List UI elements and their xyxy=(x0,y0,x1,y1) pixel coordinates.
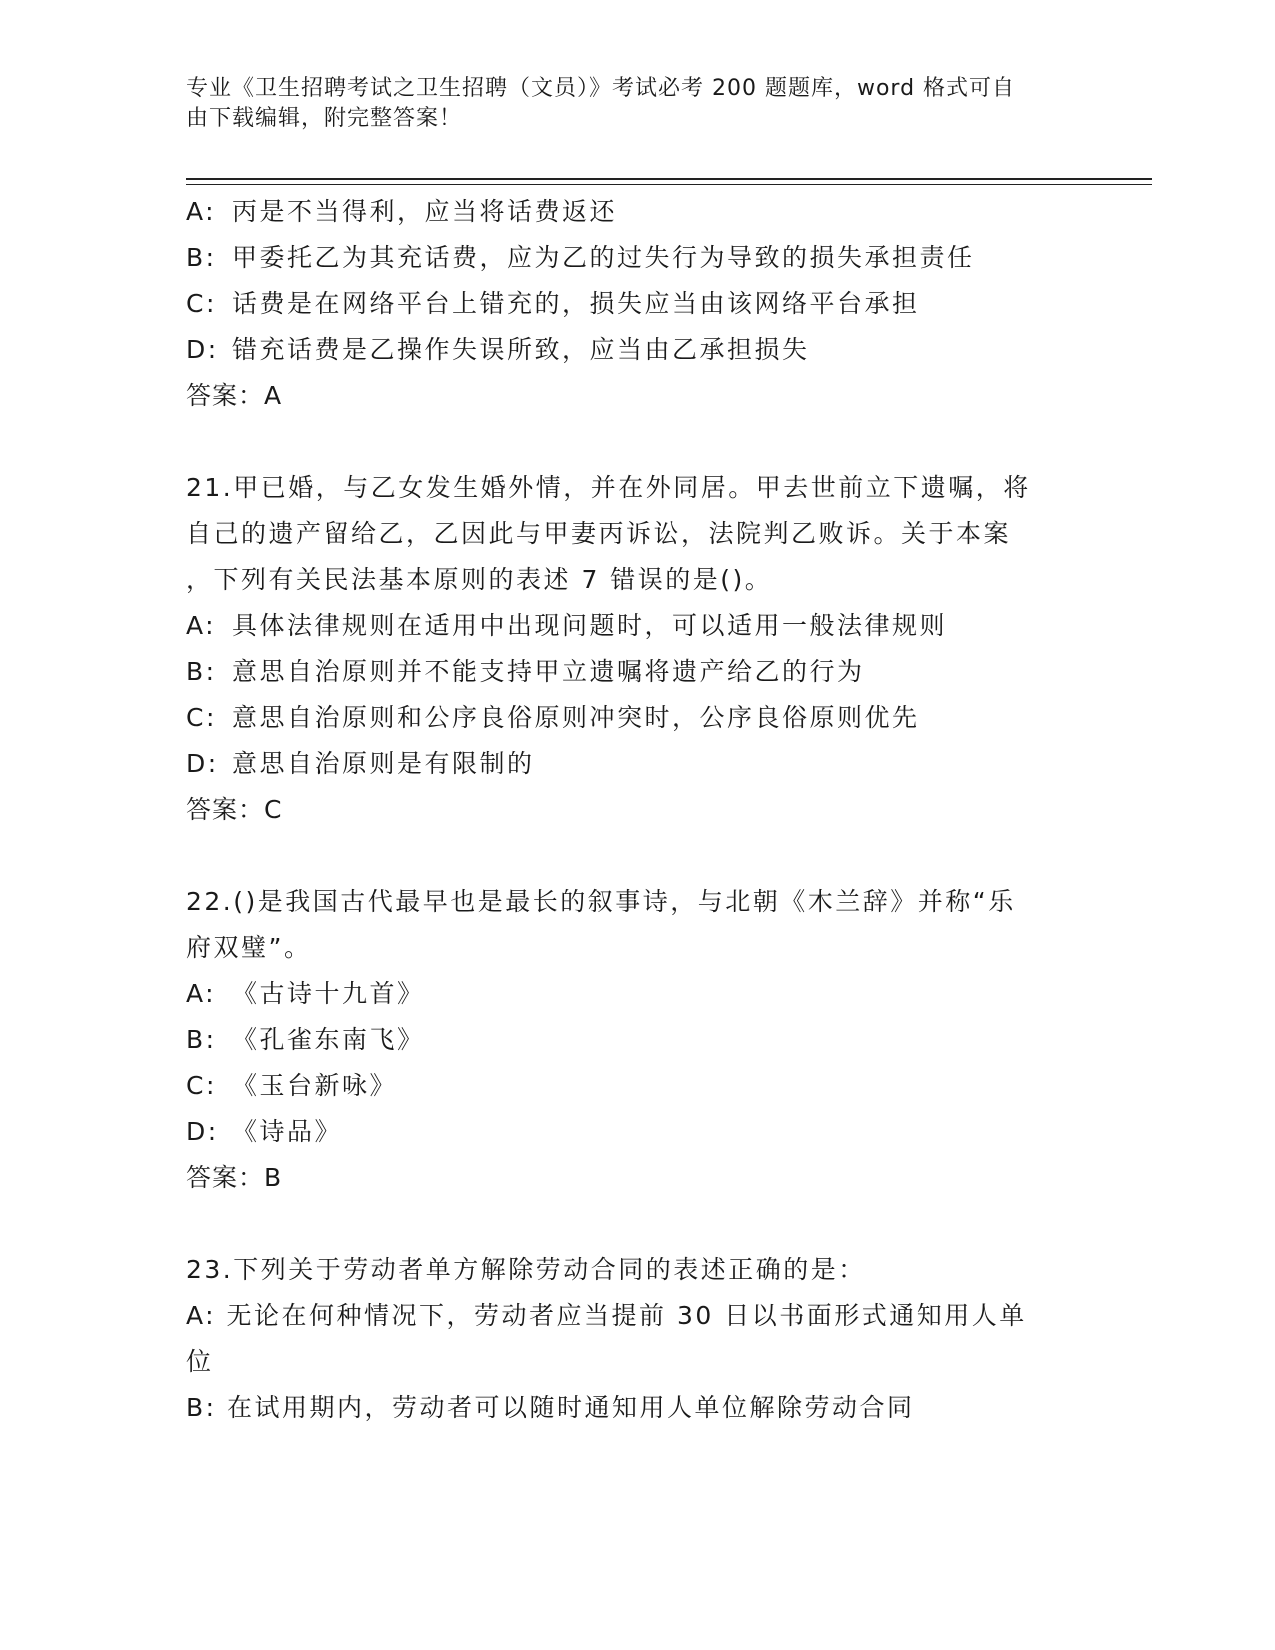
question-stem: 22.()是我国古代最早也是最长的叙事诗，与北朝《木兰辞》并称“乐 xyxy=(186,887,1016,916)
question-20 xyxy=(186,189,1086,419)
question-stem: 自己的遗产留给乙，乙因此与甲妻丙诉讼，法院判乙败诉。关于本案 xyxy=(186,519,1012,548)
question-23 xyxy=(186,1247,1086,1431)
option-b: B: 甲委托乙为其充话费，应为乙的过失行为导致的损失承担责任 xyxy=(186,243,975,272)
option-c: C: 意思自治原则和公序良俗原则冲突时，公序良俗原则优先 xyxy=(186,703,920,732)
option-b: B: 意思自治原则并不能支持甲立遗嘱将遗产给乙的行为 xyxy=(186,657,865,686)
header-divider-thick xyxy=(186,178,1152,180)
question-list xyxy=(186,189,1086,1431)
question-22 xyxy=(186,879,1086,1201)
option-a: A: 具体法律规则在适用中出现问题时，可以适用一般法律规则 xyxy=(186,611,948,640)
answer-line: 答案：C xyxy=(186,795,283,824)
question-stem: 23.下列关于劳动者单方解除劳动合同的表述正确的是： xyxy=(186,1255,866,1284)
option-c: C: 《玉台新咏》 xyxy=(186,1071,398,1100)
option-a: A: 无论在何种情况下，劳动者应当提前 30 日以书面形式通知用人单 xyxy=(186,1301,1027,1330)
header-line-2: 由下载编辑，附完整答案！ xyxy=(186,106,463,131)
question-stem: ，下列有关民法基本原则的表述 7 错误的是()。 xyxy=(186,565,773,594)
option-d: D: 《诗品》 xyxy=(186,1117,343,1146)
option-b: B: 《孔雀东南飞》 xyxy=(186,1025,425,1054)
option-a: A: 《古诗十九首》 xyxy=(186,979,425,1008)
document-header xyxy=(186,74,1066,134)
question-stem: 21.甲已婚，与乙女发生婚外情，并在外同居。甲去世前立下遗嘱，将 xyxy=(186,473,1031,502)
option-d: D: 意思自治原则是有限制的 xyxy=(186,749,535,778)
spacer xyxy=(186,1201,1086,1247)
option-c: C: 话费是在网络平台上错充的，损失应当由该网络平台承担 xyxy=(186,289,920,318)
option-d: D: 错充话费是乙操作失误所致，应当由乙承担损失 xyxy=(186,335,810,364)
question-stem: 府双璧”。 xyxy=(186,933,312,962)
option-a: A: 丙是不当得利，应当将话费返还 xyxy=(186,197,618,226)
option-b: B: 在试用期内，劳动者可以随时通知用人单位解除劳动合同 xyxy=(186,1393,915,1422)
header-divider-thin xyxy=(186,184,1152,185)
question-21 xyxy=(186,465,1086,833)
spacer xyxy=(186,419,1086,465)
answer-line: 答案：B xyxy=(186,1163,283,1192)
spacer xyxy=(186,833,1086,879)
header-line-1: 专业《卫生招聘考试之卫生招聘（文员）》考试必考 200 题题库，word 格式可自 xyxy=(186,76,1016,101)
answer-line: 答案：A xyxy=(186,381,283,410)
option-a-continued: 位 xyxy=(186,1347,214,1376)
